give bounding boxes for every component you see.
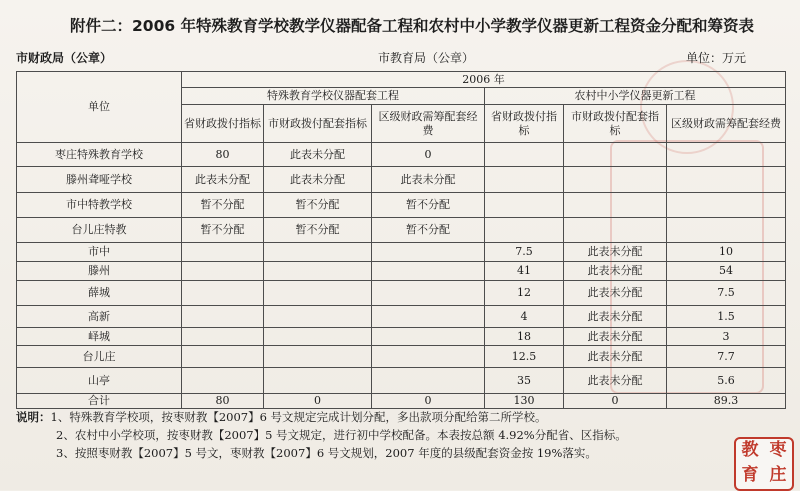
cell: 130 (485, 394, 564, 409)
cell: 12 (485, 281, 564, 306)
cell (264, 262, 372, 281)
total-row (17, 394, 786, 409)
cell (182, 262, 264, 281)
cell: 0 (564, 394, 667, 409)
cell: 41 (485, 262, 564, 281)
note-text: 2、农村中小学校项，按枣财教【2007】5 号文规定，进行初中学校配备。本表按总额 4.92%分配省、区指标。 (56, 428, 627, 442)
cell: 此表未分配 (264, 143, 372, 167)
cell (564, 193, 667, 218)
cell (485, 143, 564, 167)
cell: 0 (264, 394, 372, 409)
cell: 5.6 (667, 368, 786, 394)
note-line (16, 444, 776, 462)
cell (264, 281, 372, 306)
document-title: 附件二：2006 年特殊教育学校教学仪器配备工程和农村中小学教学仪器更新工程资金分配和筹资表 (70, 17, 755, 35)
cell: 7.7 (667, 346, 786, 368)
cell: 此表未分配 (564, 262, 667, 281)
header-unit: 单位 (17, 72, 182, 143)
cell: 此表未分配 (564, 328, 667, 346)
cell (182, 243, 264, 262)
cell: 此表未分配 (564, 243, 667, 262)
cell: 1.5 (667, 306, 786, 328)
table-row (17, 306, 786, 328)
row-label: 滕州 (17, 262, 182, 281)
note-line (16, 408, 776, 426)
cell (372, 346, 485, 368)
seal-char: 庄 (769, 465, 787, 485)
cell: 80 (182, 143, 264, 167)
cell: 此表未分配 (182, 167, 264, 193)
row-label: 滕州聋哑学校 (17, 167, 182, 193)
cell: 7.5 (485, 243, 564, 262)
header-group-rural: 农村中小学仪器更新工程 (485, 88, 786, 105)
table-row (17, 262, 786, 281)
cell: 暂不分配 (264, 218, 372, 243)
seal-char: 枣 (769, 440, 787, 460)
header-group-special: 特殊教育学校仪器配套工程 (182, 88, 485, 105)
cell: 暂不分配 (264, 193, 372, 218)
header-city-rural: 市财政拨付配套指标 (564, 105, 667, 143)
header-district-special: 区级财政需筹配套经费 (372, 105, 485, 143)
cell: 80 (182, 394, 264, 409)
cell (667, 167, 786, 193)
cell (372, 243, 485, 262)
issuer-finance-bureau: 市财政局（公章） (16, 51, 113, 65)
cell: 4 (485, 306, 564, 328)
cell (264, 328, 372, 346)
seal-char: 育 (741, 465, 759, 485)
table-row (17, 368, 786, 394)
cell (182, 281, 264, 306)
cell: 10 (667, 243, 786, 262)
header-year: 2006 年 (182, 72, 786, 88)
table-row (17, 281, 786, 306)
cell (372, 368, 485, 394)
cell: 此表未分配 (264, 167, 372, 193)
row-label: 山亭 (17, 368, 182, 394)
row-label: 台儿庄 (17, 346, 182, 368)
issuer-education-bureau: 市教育局（公章） (378, 51, 475, 65)
cell (667, 218, 786, 243)
cell (372, 281, 485, 306)
cell (264, 306, 372, 328)
cell (485, 218, 564, 243)
notes-lead: 说明： (16, 410, 51, 424)
note-text: 1、特殊教育学校项，按枣财教【2007】6 号文规定完成计划分配，多出款项分配给第二所学校。 (50, 410, 547, 424)
seal-char: 教 (741, 440, 759, 460)
row-label: 合计 (17, 394, 182, 409)
cell: 暂不分配 (182, 218, 264, 243)
cell (564, 218, 667, 243)
header-city-special: 市财政拨付配套指标 (264, 105, 372, 143)
table-row (17, 346, 786, 368)
table-row (17, 218, 786, 243)
cell (264, 243, 372, 262)
cell: 暂不分配 (372, 218, 485, 243)
cell (485, 193, 564, 218)
cell: 18 (485, 328, 564, 346)
row-label: 峄城 (17, 328, 182, 346)
header-district-rural: 区级财政需筹配套经费 (667, 105, 786, 143)
table-row (17, 167, 786, 193)
cell: 12.5 (485, 346, 564, 368)
row-label: 市中 (17, 243, 182, 262)
cell: 暂不分配 (372, 193, 485, 218)
official-seal (734, 437, 794, 491)
cell (264, 346, 372, 368)
header-prov-rural: 省财政拨付指标 (485, 105, 564, 143)
cell (182, 346, 264, 368)
cell: 此表未分配 (564, 368, 667, 394)
cell: 此表未分配 (564, 281, 667, 306)
note-text: 3、按照枣财教【2007】5 号文，枣财教【2007】6 号文规划，2007 年度的县级配套资金按 19%落实。 (56, 446, 597, 460)
cell: 35 (485, 368, 564, 394)
cell: 7.5 (667, 281, 786, 306)
cell (182, 328, 264, 346)
cell: 54 (667, 262, 786, 281)
cell (564, 167, 667, 193)
notes-section (16, 408, 776, 462)
cell: 0 (372, 143, 485, 167)
cell (667, 143, 786, 167)
row-label: 市中特教学校 (17, 193, 182, 218)
note-line (16, 426, 776, 444)
cell: 此表未分配 (564, 306, 667, 328)
cell (485, 167, 564, 193)
cell: 3 (667, 328, 786, 346)
table-row (17, 193, 786, 218)
row-label: 台儿庄特教 (17, 218, 182, 243)
cell: 0 (372, 394, 485, 409)
cell (372, 328, 485, 346)
cell (564, 143, 667, 167)
cell (182, 306, 264, 328)
unit-label: 单位：万元 (686, 51, 747, 65)
cell: 暂不分配 (182, 193, 264, 218)
cell: 此表未分配 (564, 346, 667, 368)
allocation-table (16, 71, 786, 409)
cell (667, 193, 786, 218)
cell (264, 368, 372, 394)
table-row (17, 328, 786, 346)
row-label: 薛城 (17, 281, 182, 306)
header-prov-special: 省财政拨付指标 (182, 105, 264, 143)
row-label: 高新 (17, 306, 182, 328)
cell: 此表未分配 (372, 167, 485, 193)
cell (182, 368, 264, 394)
cell: 89.3 (667, 394, 786, 409)
table-row (17, 143, 786, 167)
row-label: 枣庄特殊教育学校 (17, 143, 182, 167)
table-row (17, 243, 786, 262)
cell (372, 306, 485, 328)
cell (372, 262, 485, 281)
